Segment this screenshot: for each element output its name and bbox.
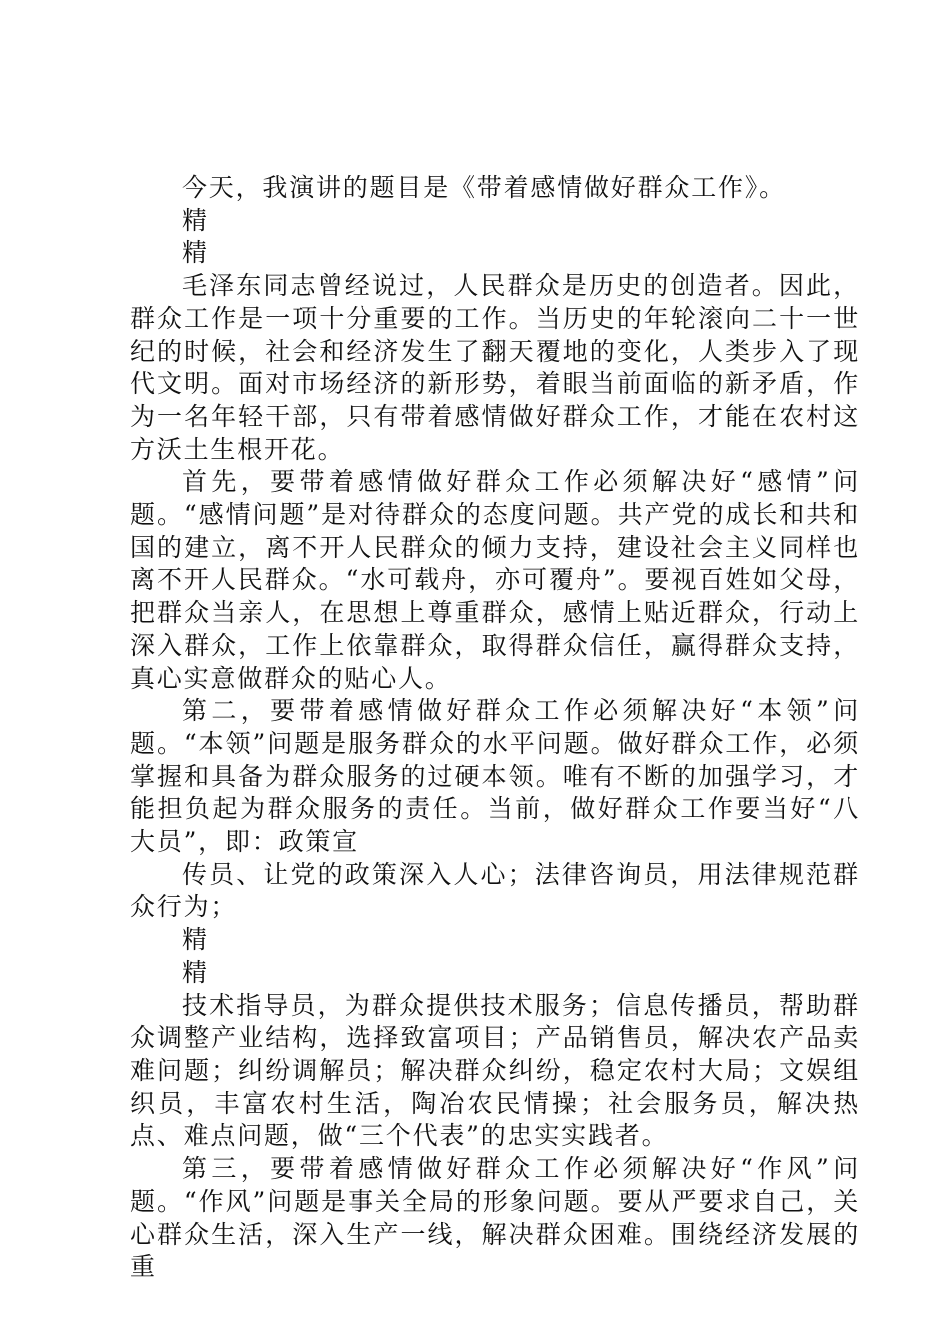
paragraph-intro: 今天，我演讲的题目是《带着感情做好群众工作》。: [182, 173, 786, 202]
watermark-char: 精: [182, 205, 209, 235]
paragraph-second-ability: 第二，要带着感情做好群众工作必须解决好“本领”问题。“本领”问题是服务群众的水平问题。做好群众工作，必须掌握和具备为群众服务的过硬本领。唯有不断的加强学习，才能担负起为群众服务的责任。当前，做好群众工作要当好“八大员”，即：政策宣: [130, 696, 860, 857]
paragraph-first-emotion: 首先，要带着感情做好群众工作必须解决好“感情”问题。“感情问题”是对待群众的态度问题。共产党的成长和共和国的建立，离不开人民群众的倾力支持，建设社会主义同样也离不开人民群众。“水可载舟，亦可覆舟”。要视百姓如父母，把群众当亲人，在思想上尊重群众，感情上贴近群众，行动上深入群众，工作上依靠群众，取得群众信任，赢得群众支持，真心实意做群众的贴心人。: [130, 467, 860, 693]
watermark-char: 精: [182, 925, 209, 955]
watermark-char: 精: [182, 238, 209, 268]
paragraph-eight-roles: 技术指导员，为群众提供技术服务；信息传播员，帮助群众调整产业结构，选择致富项目；产品销售员，解决农产品卖难问题；纠纷调解员；解决群众纠纷，稳定农村大局；文娱组织员，丰富农村生活，陶冶农民情操；社会服务员，解决热点、难点问题，做“三个代表”的忠实实践者。: [130, 990, 860, 1151]
watermark-char: 精: [182, 957, 209, 987]
paragraph-second-continued: 传员、让党的政策深入人心；法律咨询员，用法律规范群众行为；: [130, 859, 860, 922]
paragraph-mao-quote: 毛泽东同志曾经说过，人民群众是历史的创造者。因此，群众工作是一项十分重要的工作。当历史的年轮滚向二十一世纪的时候，社会和经济发生了翻天覆地的变化，人类步入了现代文明。面对市场经济的新形势，着眼当前面临的新矛盾，作为一名年轻干部，只有带着感情做好群众工作，才能在农村这方沃土生根开花。: [130, 271, 860, 464]
document-body: [130, 172, 860, 1284]
paragraph-third-style: 第三，要带着感情做好群众工作必须解决好“作风”问题。“作风”问题是事关全局的形象问题。要从严要求自己，关心群众生活，深入生产一线，解决群众困难。围绕经济发展的重: [130, 1154, 860, 1282]
